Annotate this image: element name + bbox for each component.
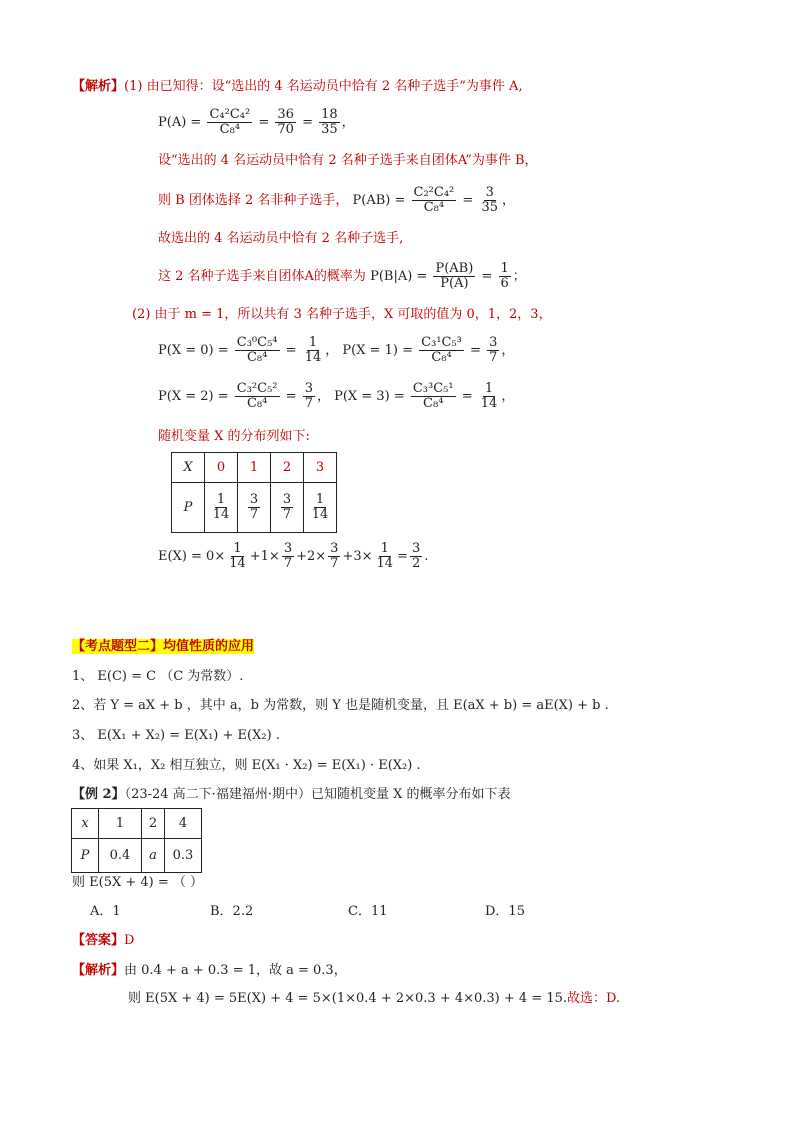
fraction (235, 382, 280, 411)
numerator: 1 (380, 541, 389, 556)
denominator: 6 (500, 276, 509, 291)
fraction (433, 262, 475, 291)
example-text: （23-24 高二下·福建福州·期中）已知随机变量 X 的概率分布如下表 (124, 787, 511, 802)
answer-label: 【答案】 (72, 933, 125, 948)
solution-line-4: 故选出的 4 名运动员中恰有 2 名种子选手, (158, 231, 404, 246)
table-cell: X (172, 453, 205, 483)
formula-ex (158, 542, 428, 571)
option-b: B．2.2 (210, 904, 254, 919)
numerator: 1 (315, 492, 325, 507)
solution-line-2: 设“选出的 4 名运动员中恰有 2 名种子选手来自团体A”为事件 B， (158, 153, 538, 168)
denominator: 35 (481, 200, 498, 215)
table-cell: 2 (271, 453, 304, 483)
denominator: 14 (212, 507, 230, 522)
table-cell: x (72, 809, 99, 839)
denominator: 14 (229, 556, 246, 571)
distribution-table (171, 452, 337, 533)
equals: = (397, 549, 408, 564)
answer-line (72, 932, 134, 950)
table-cell: P (172, 483, 205, 533)
numerator: 18 (321, 107, 338, 122)
answer-value: D (124, 933, 135, 948)
table-row (172, 483, 337, 533)
table-cell (205, 483, 238, 533)
numerator: 3 (411, 541, 421, 556)
fraction (411, 382, 456, 411)
denominator: 7 (282, 507, 292, 522)
fraction (410, 542, 422, 571)
denominator: C₈⁴ (246, 350, 268, 365)
table-cell (304, 483, 337, 533)
punct: . (424, 549, 429, 564)
fraction (282, 542, 294, 571)
fraction (479, 382, 500, 411)
solution-2-line-2 (128, 990, 620, 1008)
formula-pba: 这 2 名种子选手来自团体A的概率为 P(B|A) = $\frac{P(AB)}{P(A)}$ = $\frac{1}{6}$ ； (158, 261, 526, 291)
table-cell (238, 483, 271, 533)
property-3: 3、 E(X₁ + X₂) = E(X₁) + E(X₂) . (72, 728, 280, 743)
numerator: 3 (304, 381, 313, 396)
operator: +2× (296, 549, 327, 564)
fraction (211, 493, 232, 522)
solution-text: 则 B 团体选择 2 名非种子选手， (158, 193, 349, 208)
denominator: 7 (330, 556, 339, 571)
section-heading: 【考点题型二】均值性质的应用 (72, 639, 255, 654)
table-cell (271, 483, 304, 533)
equals: = (462, 193, 474, 208)
example-label: 【例 2】 (72, 787, 125, 802)
fraction (227, 542, 248, 571)
probability-table (71, 808, 202, 873)
numerator: 3 (485, 185, 494, 200)
numerator: C₄²C₄² (209, 107, 251, 122)
formula-pab (158, 186, 515, 215)
fraction (235, 336, 280, 365)
option-a: A．1 (90, 904, 121, 919)
solution-text: 由 0.4 + a + 0.3 = 1，故 a = 0.3， (124, 963, 347, 978)
solution-line-7: 随机变量 X 的分布列如下: (158, 429, 310, 444)
numerator: 1 (484, 381, 494, 396)
property-1: 1、 E(C) = C （C 为常数）. (72, 669, 244, 684)
denominator: 14 (311, 507, 329, 522)
equals: = (470, 343, 481, 358)
denominator: 14 (480, 396, 498, 411)
solution-2-line-1 (72, 962, 347, 980)
option-d: D．15 (485, 904, 525, 919)
formula-lhs: P(X = 2) = (158, 389, 229, 404)
formula-lhs: P(X = 3) = (334, 389, 405, 404)
denominator: C₈⁴ (246, 396, 268, 411)
formula-pa (158, 108, 355, 137)
table-cell: 3 (304, 453, 337, 483)
denominator: 7 (304, 396, 313, 411)
formula-lhs: P(X = 1) = (342, 343, 413, 358)
punct: ， (501, 193, 515, 208)
denominator: 14 (376, 556, 394, 571)
fraction (303, 336, 324, 365)
solution-line-6: (2) 由于 m = 1，所以共有 3 名种子选手，X 可取的值为 0，1，2，3， (132, 307, 552, 322)
property-4: 4、如果 X₁，X₂ 相互独立，则 E(X₁ · X₂) = E(X₁) · E(X₂) . (72, 758, 421, 773)
table-cell: 1 (99, 809, 142, 839)
numerator: C₂²C₄² (413, 185, 455, 200)
fraction (281, 493, 293, 522)
table-cell: 0 (205, 453, 238, 483)
table-row (172, 453, 337, 483)
fraction (275, 108, 296, 137)
denominator: 7 (489, 350, 498, 365)
equals: = (285, 389, 297, 404)
solution-text: 这 2 名种子选手来自团体A的概率为 (158, 269, 366, 284)
denominator: 14 (304, 350, 322, 365)
numerator: 1 (308, 335, 318, 350)
table-cell: P (72, 839, 99, 873)
table-row (72, 839, 202, 873)
fraction (319, 108, 340, 137)
question-text: 则 E(5X + 4) = （ ） (72, 875, 204, 890)
denominator: P(A) (440, 276, 469, 291)
formula-lhs: P(A) = (158, 115, 202, 130)
denominator: C₈⁴ (219, 122, 241, 137)
table-cell: 2 (142, 809, 165, 839)
formula-lhs: P(AB) = (352, 193, 406, 208)
fraction (487, 336, 499, 365)
equals: = (461, 389, 473, 404)
table-cell: 1 (238, 453, 271, 483)
numerator: 36 (277, 107, 294, 122)
numerator: 1 (216, 492, 226, 507)
solution-label: 【解析】 (72, 79, 125, 94)
equals: = (481, 269, 493, 284)
numerator: C₃¹C₅³ (421, 335, 462, 350)
denominator: 35 (321, 122, 338, 137)
denominator: C₈⁴ (431, 350, 452, 365)
denominator: C₈⁴ (423, 396, 444, 411)
conclusion-label: 故选： (567, 991, 607, 1006)
fraction (479, 186, 500, 215)
numerator: C₃³C₅¹ (412, 381, 454, 396)
operator: +3× (342, 549, 373, 564)
denominator: 70 (277, 122, 294, 137)
denominator: 7 (283, 556, 293, 571)
conclusion-value: D. (606, 991, 621, 1006)
property-2: 2、若 Y = aX + b ，其中 a，b 为常数，则 Y 也是随机变量，且 E(aX + b) = aE(X) + b . (72, 698, 609, 713)
fraction (412, 186, 457, 215)
equals: = (258, 115, 270, 130)
option-c: C．11 (348, 904, 388, 919)
denominator: 2 (411, 556, 421, 571)
numerator: 3 (249, 492, 259, 507)
numerator: C₃²C₅² (236, 381, 278, 396)
denominator: C₈⁴ (423, 200, 445, 215)
table-cell: 0.4 (99, 839, 142, 873)
numerator: C₃⁰C₅⁴ (236, 335, 278, 350)
section-title (72, 638, 254, 656)
punct: ， (341, 115, 355, 130)
fraction (375, 542, 396, 571)
numerator: 3 (489, 335, 498, 350)
table-cell: 0.3 (165, 839, 202, 873)
numerator: P(AB) (435, 261, 474, 276)
formula-lhs: P(B|A) = (370, 269, 428, 284)
solution-line-1 (72, 78, 523, 96)
table-cell: a (142, 839, 165, 873)
equals: = (285, 343, 297, 358)
operator: +1× (249, 549, 280, 564)
fraction (303, 382, 315, 411)
solution-text: 则 E(5X + 4) = 5E(X) + 4 = 5×(1×0.4 + 2×0.3 + 4×0.3) + 4 = 15. (128, 991, 568, 1006)
numerator: 3 (283, 541, 293, 556)
formula-lhs: P(X = 0) = (158, 343, 229, 358)
fraction (207, 108, 252, 137)
numerator: 1 (233, 541, 242, 556)
denominator: 7 (249, 507, 259, 522)
numerator: 1 (500, 261, 509, 276)
fraction (499, 262, 511, 291)
fraction (328, 542, 340, 571)
formula-lhs: E(X) = 0× (158, 549, 226, 564)
equals: = (302, 115, 313, 130)
solution-text: (1) 由已知得：设“选出的 4 名运动员中恰有 2 名种子选手”为事件 A, (124, 79, 523, 94)
numerator: 3 (282, 492, 292, 507)
table-row (72, 809, 202, 839)
fraction (248, 493, 260, 522)
fraction (310, 493, 331, 522)
numerator: 3 (330, 541, 339, 556)
table-cell: 4 (165, 809, 202, 839)
fraction (419, 336, 464, 365)
formula-x2-x3: P(X = 2) = $\frac{\text{C₃²C₅²}}{\text{C₈⁴}}$ = $\frac{3}{7}$ ， P(X = 3) = $\frac{\text{C₃³C₅¹}}{\text{C₈⁴}}$ = $\frac{1}{14}$ ， (158, 381, 515, 411)
example-2 (72, 786, 510, 804)
solution-label: 【解析】 (72, 963, 125, 978)
formula-x0-x1: P(X = 0) = $\frac{\text{C₃⁰C₅⁴}}{\text{C₈⁴}}$ = $\frac{1}{14}$ ， P(X = 1) = $\frac{\text{C₃¹C₅³}}{\text{C₈⁴}}$ = $\frac{3}{7}$ ， (158, 335, 515, 365)
